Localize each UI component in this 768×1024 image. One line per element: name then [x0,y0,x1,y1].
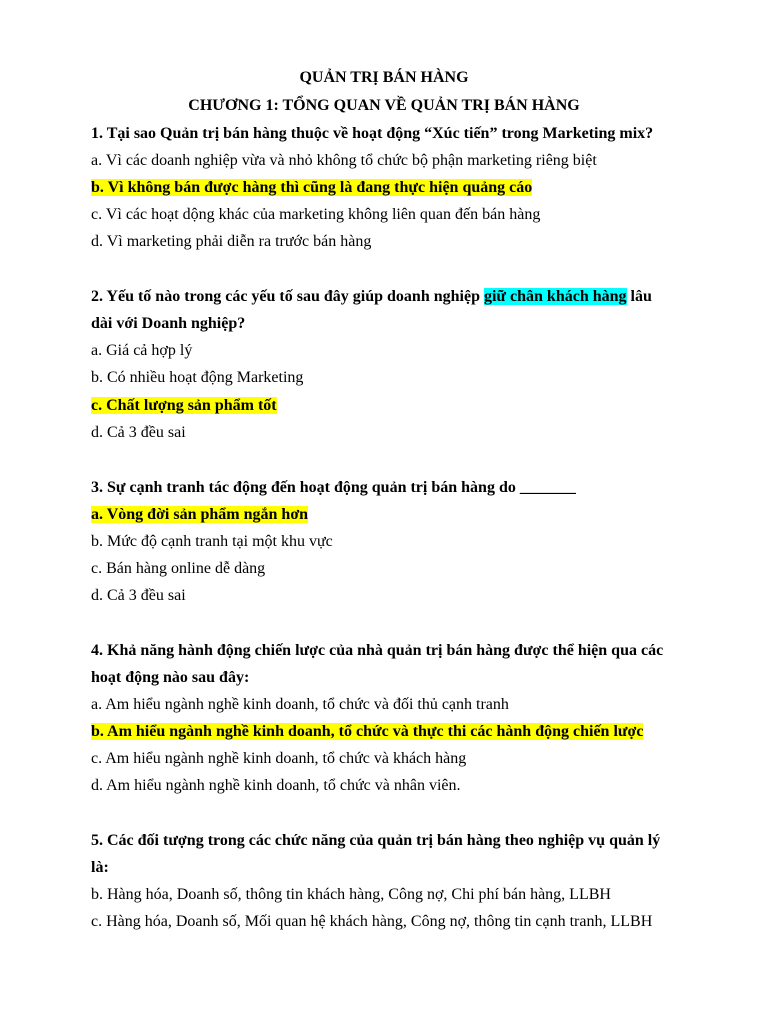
term-highlight: giữ chân khách hàng [483,288,627,305]
question-2-text-line2: dài với Doanh nghiệp? [91,315,246,332]
correct-answer-highlight: b. Am hiểu ngành nghề kinh doanh, tổ chức và thực thi các hành động chiến lược [91,723,644,740]
question-4-text-line2: hoạt động nào sau đây: [91,669,250,686]
correct-answer-highlight: a. Vòng đời sản phẩm ngắn hơn [91,506,309,523]
question-5-text: 5. Các đối tượng trong các chức năng của quản trị bán hàng theo nghiệp vụ quản lý [91,832,661,849]
question-2-option-a: a. Giá cả hợp lý [91,342,193,359]
question-4-text: 4. Khả năng hành động chiến lược của nhà quản trị bán hàng được thể hiện qua các [91,642,664,659]
correct-answer-highlight: b. Vì không bán được hàng thì cũng là đang thực hiện quảng cáo [91,179,533,196]
correct-answer-highlight: c. Chất lượng sản phẩm tốt [91,397,277,414]
question-2-option-c [91,396,277,416]
document-title: QUẢN TRỊ BÁN HÀNG [299,69,469,86]
question-4-option-a: a. Am hiểu ngành nghề kinh doanh, tổ chức và đối thủ cạnh tranh [91,696,509,713]
question-4-option-c: c. Am hiểu ngành nghề kinh doanh, tổ chức và khách hàng [91,750,467,767]
question-5-text-line2: là: [91,859,109,876]
question-2-option-d: d. Cả 3 đều sai [91,424,186,441]
question-5-option-b: b. Hàng hóa, Doanh số, thông tin khách hàng, Công nợ, Chi phí bán hàng, LLBH [91,886,611,903]
question-1-text: 1. Tại sao Quản trị bán hàng thuộc về hoạt động “Xúc tiến” trong Marketing mix? [91,125,654,142]
question-4-option-b [91,722,643,742]
question-3-option-a [91,505,308,525]
question-4-option-d: d. Am hiểu ngành nghề kinh doanh, tổ chức và nhân viên. [91,777,461,794]
question-3-option-c: c. Bán hàng online dễ dàng [91,560,266,577]
question-3-option-b: b. Mức độ cạnh tranh tại một khu vực [91,533,333,550]
question-1-option-b [91,178,532,198]
question-1-option-d: d. Vì marketing phải diễn ra trước bán hàng [91,233,372,250]
question-3-text: 3. Sự cạnh tranh tác động đến hoạt động quản trị bán hàng do _______ [91,479,576,496]
question-5-option-c: c. Hàng hóa, Doanh số, Mối quan hệ khách hàng, Công nợ, thông tin cạnh tranh, LLBH [91,913,653,930]
question-1-option-c: c. Vì các hoạt dộng khác của marketing không liên quan đến bán hàng [91,206,541,223]
question-3-option-d: d. Cả 3 đều sai [91,587,186,604]
question-2-option-b: b. Có nhiều hoạt động Marketing [91,369,304,386]
question-1-option-a: a. Vì các doanh nghiệp vừa và nhỏ không tổ chức bộ phận marketing riêng biệt [91,152,597,169]
chapter-title: CHƯƠNG 1: TỔNG QUAN VỀ QUẢN TRỊ BÁN HÀNG [188,97,580,114]
question-2-text: 2. Yếu tố nào trong các yếu tố sau đây giúp doanh nghiệp giữ chân khách hàng lâu [91,288,652,305]
